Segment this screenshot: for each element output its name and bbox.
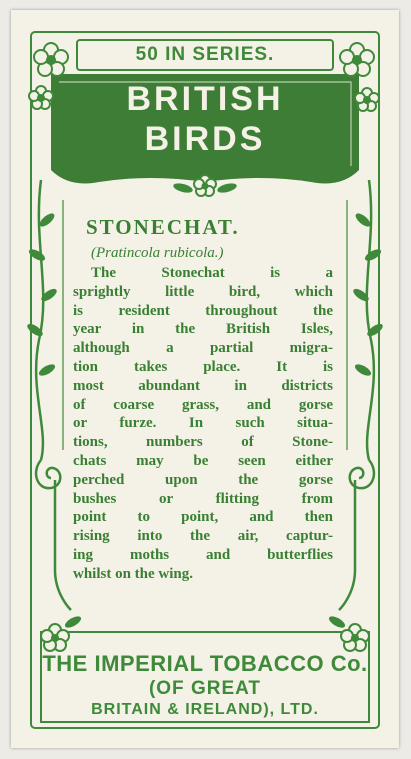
description-line: tion takes place. It is (73, 358, 333, 375)
description-line: perched upon the gorse (73, 471, 333, 488)
maker-name-line3: BRITAIN & IRELAND), LTD. (91, 701, 319, 718)
description-line: sprightly little bird, which (73, 283, 333, 300)
maker-name-line1: THE IMPERIAL TOBACCO Co. (42, 651, 368, 676)
description-line: bushes or flitting from (73, 490, 333, 507)
description-line: chats may be seen either (73, 452, 333, 469)
description-line: ing moths and butterflies (73, 546, 333, 563)
description-line: of coarse grass, and gorse (73, 396, 333, 413)
description-line: rising into the air, captur- (73, 528, 333, 545)
description-line: point to point, and then (73, 509, 333, 526)
description-line: year in the British Isles, (73, 321, 333, 338)
description-line: tions, numbers of Stone- (73, 434, 333, 451)
bird-name: STONECHAT. (86, 215, 240, 239)
card-title-line1: BRITISH (126, 80, 284, 118)
description-line: is resident throughout the (73, 302, 333, 319)
maker-name-line2: (OF GREAT (148, 678, 262, 699)
cigarette-card (11, 10, 399, 748)
description-line: although a partial migra- (73, 340, 333, 357)
description-line: whilst on the wing. (73, 565, 194, 582)
latin-name: (Pratincola rubicola.) (91, 245, 224, 261)
description (73, 264, 333, 584)
description-line: or furze. In such situa- (73, 415, 333, 432)
series-label: 50 IN SERIES. (135, 44, 275, 65)
card-title-line2: BIRDS (144, 120, 266, 158)
description-line: The Stonechat is a (91, 265, 333, 281)
description-line: most abundant in districts (73, 377, 333, 394)
